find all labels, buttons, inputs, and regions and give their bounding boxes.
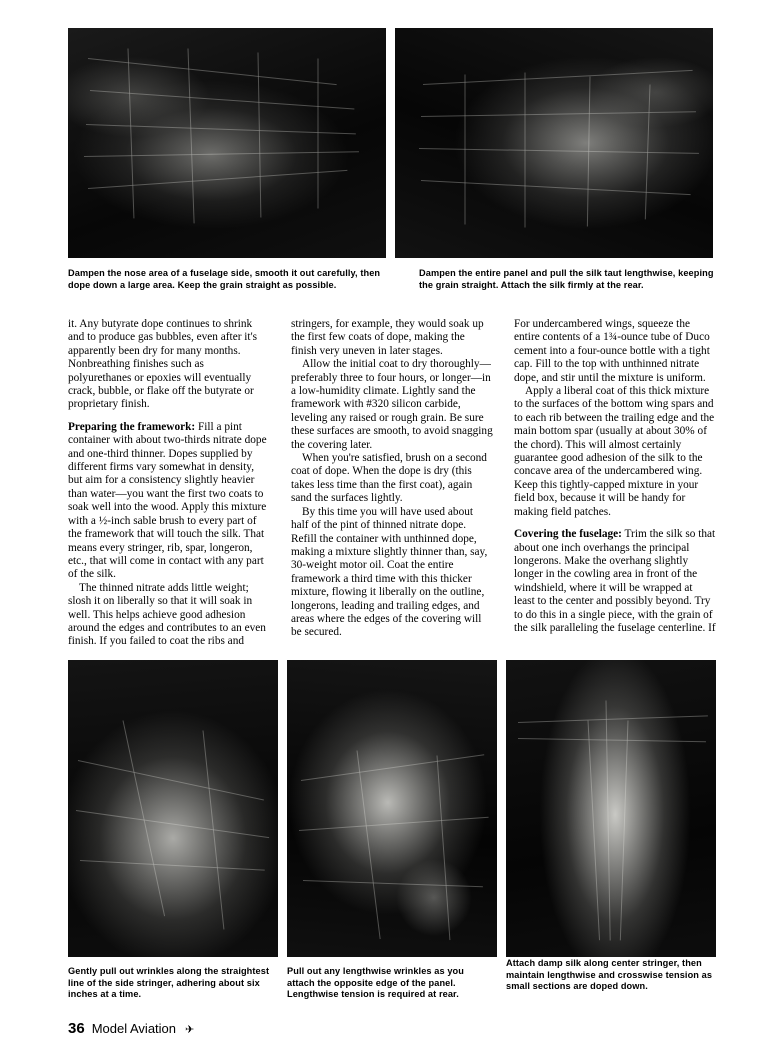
caption-bottom-middle: Pull out any lengthwise wrinkles as you attach the opposite edge of the panel. Lengthwise tension is required at rear. <box>287 966 464 999</box>
article-body <box>68 318 716 648</box>
subhead-covering-fuselage: Covering the fuselage: <box>514 528 622 541</box>
top-photo-row <box>68 28 713 258</box>
paragraph: stringers, for example, they would soak up the first few coats of dope, making the finish very uneven in later stages. <box>291 318 484 357</box>
subhead-preparing-framework: Preparing the framework: <box>68 420 196 433</box>
paragraph: Apply a liberal coat of this thick mixture to the surfaces of the bottom wing spars and to each rib between the trailing edge and the main bottom spar (usually at about 30% of the chord). This will almost certainly guarantee good adhesion of the silk to the concave area of the undercambered wing. Keep this tightly-capped mixture in your field box, because it will be handy for making field patches. <box>514 385 715 518</box>
airplane-icon: ✈ <box>185 1024 195 1036</box>
paragraph-with-lead <box>68 421 270 582</box>
fuselage-side-doping-photo <box>68 28 386 258</box>
center-stringer-photo <box>506 660 716 957</box>
airframe-structure-lines <box>287 660 497 957</box>
caption-bottom-left: Gently pull out wrinkles along the straightest line of the side stringer, adhering about six inches at a time. <box>68 966 270 999</box>
caption-bottom-right: Attach damp silk along center stringer, then maintain lengthwise and crosswise tension as small sections are doped down. <box>506 958 713 991</box>
paragraph: Allow the initial coat to dry thoroughly—preferably three to four hours, or longer—in a low-humidity climate. Lightly sand the framework with #320 silicon carbide, leveling any raised or rough grain. Be sure these surfaces are smooth, to avoid snagging the covering later. <box>291 358 493 451</box>
opposite-edge-attach-photo <box>287 660 497 957</box>
magazine-title: Model Aviation <box>91 1021 177 1036</box>
paragraph-text: Fill a pint container with about two-thirds nitrate dope and one-third thinner. Dopes supplied by different firms vary somewhat in density, but aim for a consistency slightly heavier than water—you want the first two coats to soak well into the wood. Apply this mixture with a ½-inch sable brush to every part of the framework that will touch the silk. That means every stringer, rib, spar, longeron, etc., that will come in contact with any part of the silk. <box>68 420 267 581</box>
text-column-1 <box>68 318 270 648</box>
page-number: 36 <box>68 1020 85 1037</box>
paragraph: For undercambered wings, squeeze the entire contents of a 1¾-ounce tube of Duco cement into a four-ounce bottle with a tight cap. Fill to the top with unthinned nitrate dope, and stir until the mixture is uniform. <box>514 318 710 384</box>
airframe-structure-lines <box>68 28 386 258</box>
paragraph: The thinned nitrate adds little weight; slosh it on liberally so that it will soak in well. This helps achieve good adhesion around the edges and contributes to an even finish. If you failed to coat the ribs and <box>68 581 266 648</box>
airframe-structure-lines <box>506 660 716 957</box>
fuselage-panel-silk-photo <box>395 28 713 258</box>
page-footer <box>68 1020 194 1037</box>
bottom-photo-row <box>68 660 716 957</box>
airframe-structure-lines <box>395 28 713 258</box>
caption-top-right: Dampen the entire panel and pull the silk taut lengthwise, keeping the grain straight. Attach the silk firmly at the rear. <box>419 268 714 290</box>
text-column-3 <box>514 318 716 648</box>
wrinkle-pull-photo <box>68 660 278 957</box>
paragraph-with-lead <box>514 528 716 635</box>
caption-top-left: Dampen the nose area of a fuselage side, smooth it out carefully, then dope down a large area. Keep the grain straight as possible. <box>68 268 381 290</box>
paragraph: it. Any butyrate dope continues to shrink and to produce gas bubbles, even after it's apparently been dry for many months. Nonbreathing finishes such as polyurethanes or epoxies will eventually crack, bubble, or flake off the butyrate or proprietary finish. <box>68 318 258 411</box>
paragraph: When you're satisfied, brush on a second coat of dope. When the dope is dry (this takes less time than the first coat), again sand the surfaces lightly. <box>291 452 487 505</box>
text-column-2 <box>291 318 493 648</box>
paragraph-text: Trim the silk so that about one inch overhangs the principal longerons. Make the overhang slightly longer in the cowling area in front of the windshield, where it will be wrapped at least to the center and possibly beyond. Try to do this in a single piece, with the grain of the silk paralleling the fuselage centerline. If <box>514 528 716 634</box>
paragraph: By this time you will have used about half of the pint of thinned nitrate dope. Refill the container with unthinned dope, making a mixture slightly thinner than, say, 30-weight motor oil. Coat the entire framework a third time with this thicker mixture, flowing it liberally on the outline, longerons, leading and trailing edges, and areas where the edges of the covering will be secured. <box>291 505 488 639</box>
airframe-structure-lines <box>68 660 278 957</box>
